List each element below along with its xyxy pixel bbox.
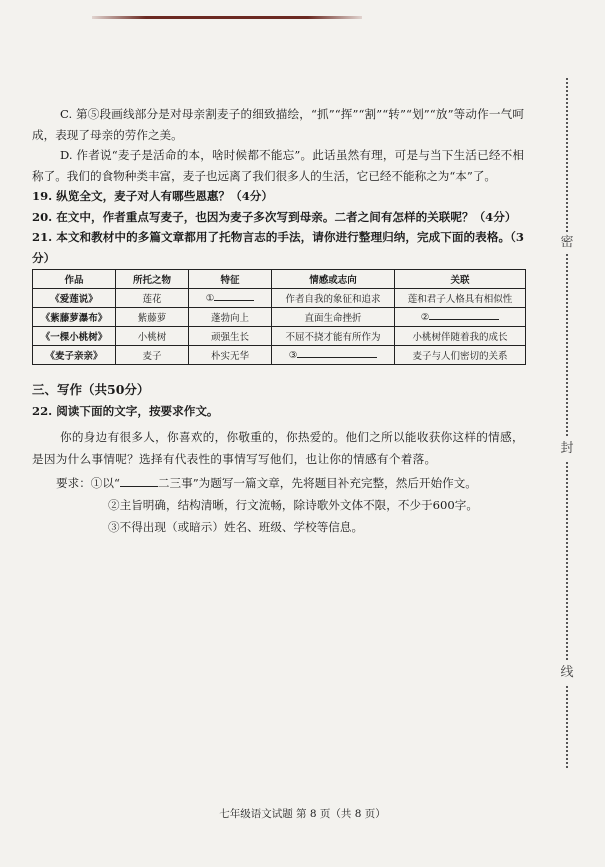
- table-cell: 朴实无华: [189, 346, 272, 365]
- table-cell: 《一棵小桃树》: [33, 327, 116, 346]
- table-header-row: [33, 270, 526, 289]
- table-cell-blank-1: ①: [189, 289, 272, 308]
- binding-char-feng: 封: [556, 438, 578, 460]
- answer-blank: [429, 319, 499, 320]
- requirement-3: ③不得出现（或暗示）姓名、班级、学校等信息。: [108, 519, 364, 534]
- question-22: 22. 阅读下面的文字，按要求作文。: [32, 404, 219, 418]
- col-header-relation: 关联: [395, 270, 526, 289]
- table-cell-blank-3: ③: [272, 346, 395, 365]
- requirement-2: ②主旨明确，结构清晰，行文流畅，除诗歌外文体不限，不少于600字。: [108, 497, 478, 512]
- table-cell: 紫藤萝: [116, 308, 189, 327]
- table-row: [33, 308, 526, 327]
- table-cell: 莲和君子人格具有相似性: [395, 289, 526, 308]
- option-c: C. 第⑤段画线部分是对母亲割麦子的细致描绘，“抓”“挥”“割”“转”“划”“放”等动作一气呵成，表现了母亲的劳作之美。: [32, 107, 524, 142]
- table-cell: 作者自我的象征和追求: [272, 289, 395, 308]
- binding-char-xian: 线: [556, 662, 578, 684]
- question-19: 19. 纵览全文，麦子对人有哪些恩惠？（4分）: [32, 189, 273, 203]
- answer-blank: [297, 357, 377, 358]
- option-d: D. 作者说“麦子是活命的本，啥时候都不能忘”。此话虽然有理，可是与当下生活已经不相称了。我们的食物种类丰富，麦子也远离了我们很多人的生活，它已经不能称之为“本”了。: [32, 148, 524, 183]
- table-cell: 《麦子亲亲》: [33, 346, 116, 365]
- col-header-emotion: 情感或志向: [272, 270, 395, 289]
- writing-prompt: 你的身边有很多人，你喜欢的，你敬重的，你热爱的。他们之所以能收获你这样的情感，是因为什么事情呢？选择有代表性的事情写写他们，也让你的情感有个着落。: [32, 429, 524, 466]
- exam-content: [32, 104, 524, 538]
- table-cell: 《紫藤萝瀑布》: [33, 308, 116, 327]
- table-row: [33, 327, 526, 346]
- table-cell: 小桃树: [116, 327, 189, 346]
- table-cell: 不屈不挠才能有所作为: [272, 327, 395, 346]
- section-writing-title: 三、写作（共50分）: [32, 382, 150, 397]
- table-row: [33, 289, 526, 308]
- table-cell: 直面生命挫折: [272, 308, 395, 327]
- table-cell: 蓬勃向上: [189, 308, 272, 327]
- requirement-1: 要求：①以“ 二三事”为题写一篇文章，先将题目补充完整，然后开始作文。: [56, 475, 477, 490]
- question-21: 21. 本文和教材中的多篇文章都用了托物言志的手法，请你进行整理归纳，完成下面的表格。（3分）: [32, 230, 524, 265]
- table-cell: 《爱莲说》: [33, 289, 116, 308]
- table-row: [33, 346, 526, 365]
- col-header-feature: 特征: [189, 270, 272, 289]
- table-cell: 麦子与人们密切的关系: [395, 346, 526, 365]
- table-cell: 顽强生长: [189, 327, 272, 346]
- question-20: 20. 在文中，作者重点写麦子，也因为麦子多次写到母亲。二者之间有怎样的关联呢？（4分）: [32, 209, 517, 224]
- answer-blank: [214, 300, 254, 301]
- table-cell: 小桃树伴随着我的成长: [395, 327, 526, 346]
- top-decorative-rule: [92, 16, 362, 19]
- table-cell-blank-2: ②: [395, 308, 526, 327]
- summary-table: [32, 269, 526, 365]
- col-header-work: 作品: [33, 270, 116, 289]
- page-footer: 七年级语文试题 第 8 页（共 8 页）: [219, 808, 386, 820]
- table-cell: 麦子: [116, 346, 189, 365]
- col-header-object: 所托之物: [116, 270, 189, 289]
- binding-char-mi: 密: [556, 232, 578, 254]
- table-cell: 莲花: [116, 289, 189, 308]
- title-blank: [120, 486, 158, 487]
